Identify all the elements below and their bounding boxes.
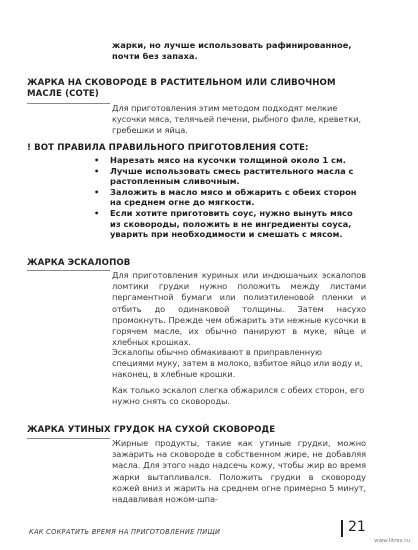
rule-item: • Нарезать мясо на кусочки толщиной около 1 см. bbox=[94, 155, 346, 165]
footer-divider bbox=[341, 520, 343, 537]
page-number: 21 bbox=[348, 519, 366, 535]
section-rule bbox=[27, 270, 110, 271]
rule-item: • Заложить в масло мясо и обжарить с обеих сторон на среднем огне до мягкости. bbox=[94, 186, 357, 208]
escalopes-paragraph-1: Для приготовления куриных или индюшачьих эскалопов ломтики грудки нужно положить между листами пергаментной бумаги или полиэтиленовой пленки и отбить до одинаковой толщины. Затем насухо промокнуть. Прежде чем обжарить эти нежные кусочки в горячем масле, их обычно панируют в муке, яйце и хлебных крошках. bbox=[112, 270, 366, 348]
section-heading-duck: ЖАРКА УТИНЫХ ГРУДОК НА СУХОЙ СКОВОРОДЕ bbox=[27, 425, 276, 435]
bullet-icon: • bbox=[94, 207, 100, 218]
section-heading-escalopes: ЖАРКА ЭСКАЛОПОВ bbox=[27, 258, 131, 268]
rule-item: • Лучше использовать смесь растительного масла с растопленным сливочным. bbox=[94, 165, 354, 187]
watermark: www.litres.ru bbox=[374, 538, 410, 544]
section-rule bbox=[27, 438, 110, 439]
section-rule bbox=[27, 103, 110, 104]
rules-list bbox=[94, 155, 366, 240]
section-heading-saute: ЖАРКА НА СКОВОРОДЕ В РАСТИТЕЛЬНОМ ИЛИ СЛИВОЧНОМ МАСЛЕ (СОТЕ) bbox=[27, 78, 336, 100]
running-title: КАК СОКРАТИТЬ ВРЕМЯ НА ПРИГОТОВЛЕНИЕ ПИЩИ bbox=[29, 528, 221, 536]
section-body-saute: Для приготовления этим методом подходят мелкие кусочки мяса, телячьей печени, рыбного филе, креветки, гребешки и яйца. bbox=[112, 103, 361, 136]
escalopes-paragraph-2: Эскалопы обычно обмакивают в приправленную специями муку, затем в молоко, взбитое яйцо или воду и, наконец, в хлебные крошки. bbox=[112, 347, 363, 380]
bullet-icon: • bbox=[94, 165, 100, 176]
bullet-icon: • bbox=[94, 155, 100, 165]
section-heading-rules: ! ВОТ ПРАВИЛА ПРАВИЛЬНОГО ПРИГОТОВЛЕНИЯ СОТЕ: bbox=[27, 143, 309, 153]
continued-paragraph: жарки, но лучше использовать рафинированное, почти без запаха. bbox=[112, 40, 352, 62]
duck-paragraph: Жирные продукты, такие как утиные грудки, можно зажарить на сковороде в собственном жире, не добавляя масла. Для этого надо надсечь кожу, чтобы жир во время жарки вытапливался. Положить грудки в сковороду кожей вниз и жарить на среднем огне примерно 5 минут, надавливая ножом-шпа- bbox=[112, 438, 366, 505]
bullet-icon: • bbox=[94, 186, 100, 197]
rule-item: • Если хотите приготовить соус, нужно вынуть мясо из сковороды, положить в не ингредиенты соуса, уварить при необходимости и смешать с мясом. bbox=[94, 207, 353, 240]
escalopes-paragraph-3: Как только эскалоп слегка обжарился с обеих сторон, его нужно снять со сковороды. bbox=[112, 385, 365, 407]
